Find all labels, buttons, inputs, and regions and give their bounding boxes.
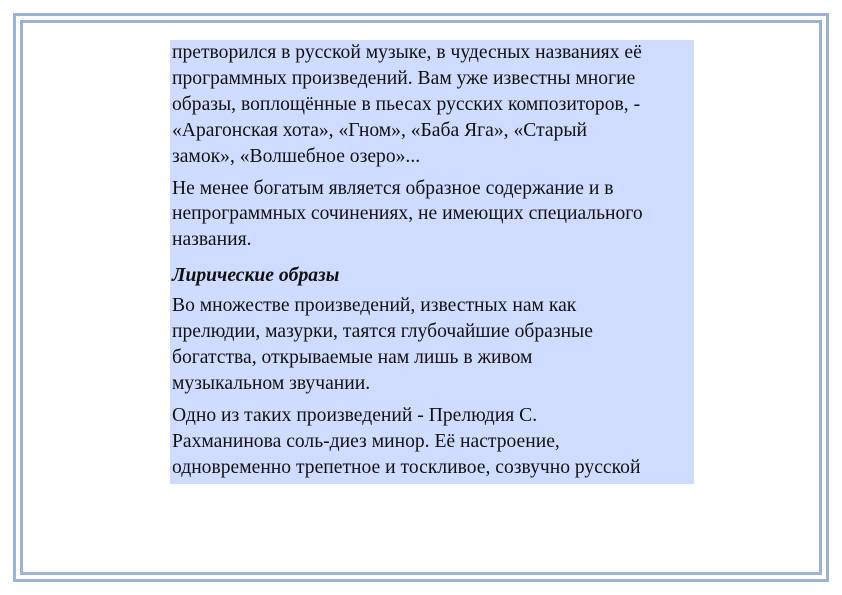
text-line: одновременно трепетное и тоскливое, созвучно русской — [172, 456, 641, 478]
text-line: Рахманинова соль-диез минор. Её настроение, — [172, 430, 560, 452]
text-line: Одно из таких произведений - Прелюдия С. — [172, 404, 538, 426]
text-line: Во множестве произведений, известных нам как — [172, 295, 577, 317]
text-line: претворился в русской музыке, в чудесных названиях её — [172, 42, 642, 63]
text-line: программных произведений. Вам уже известны многие — [172, 67, 636, 89]
text-line: «Арагонская хота», «Гном», «Баба Яга», «Старый — [172, 119, 588, 141]
text-line: образы, воплощённые в пьесах русских композиторов, - — [172, 93, 641, 115]
paragraph-4 — [172, 403, 694, 481]
text-line: Не менее богатым является образное содержание и в — [172, 177, 614, 199]
text-line: музыкальном звучании. — [172, 372, 371, 394]
text-line: непрограммных сочинениях, не имеющих специального — [172, 203, 643, 225]
paragraph-2 — [172, 176, 694, 254]
text-line: прелюдии, мазурки, таятся глубочайшие образные — [172, 321, 593, 343]
text-line: богатства, открываемые нам лишь в живом — [172, 346, 533, 368]
text-block — [170, 40, 694, 484]
paragraph-3 — [172, 293, 694, 397]
section-heading: Лирические образы — [172, 265, 340, 287]
paragraph-1 — [172, 40, 694, 170]
text-line: названия. — [172, 229, 252, 251]
text-line: замок», «Волшебное озеро»... — [172, 145, 421, 167]
